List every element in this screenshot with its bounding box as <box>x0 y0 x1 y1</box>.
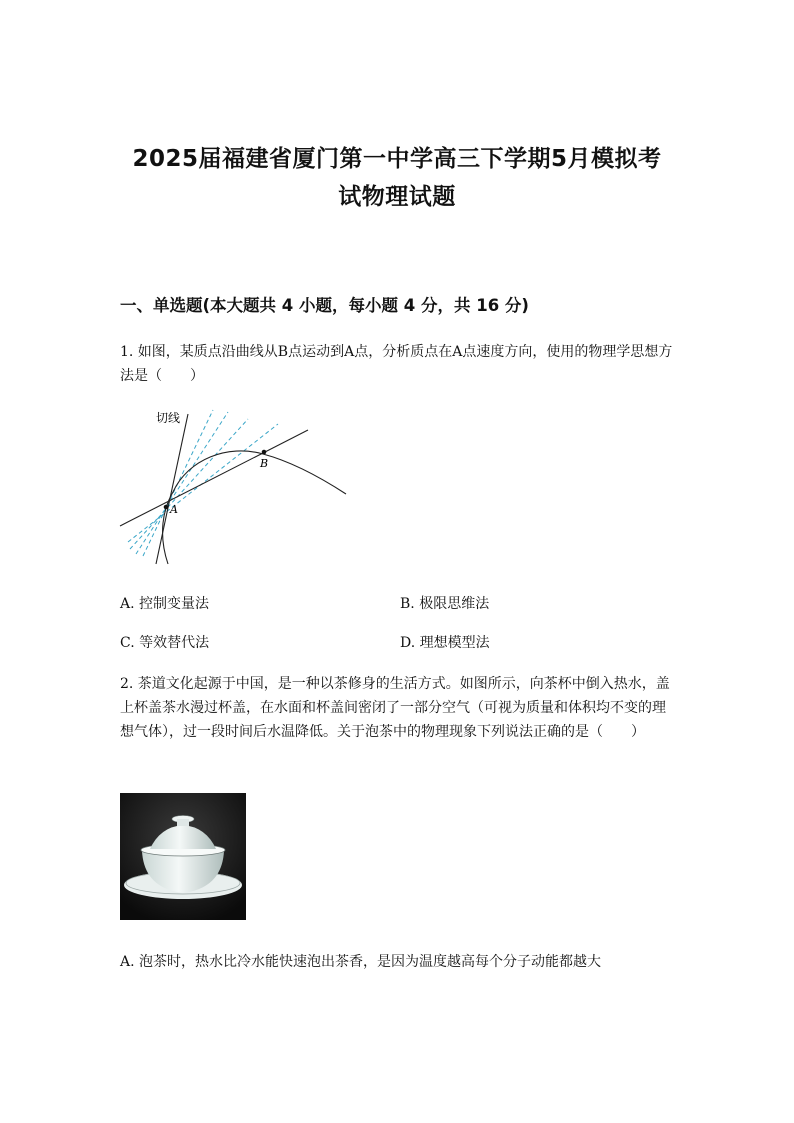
tangent-label: 切线 <box>156 411 181 425</box>
teacup-image <box>120 793 246 920</box>
teacup-photo <box>120 793 246 920</box>
q1-option-b: B. 极限思维法 <box>400 596 490 612</box>
page-title <box>60 140 734 216</box>
point-B <box>262 450 267 455</box>
tangent-line <box>156 414 188 564</box>
trajectory-curve <box>163 451 346 564</box>
section-heading: 一、单选题(本大题共 4 小题，每小题 4 分，共 16 分) <box>120 296 529 315</box>
q1-option-a: A. 控制变量法 <box>120 596 210 612</box>
point-A <box>164 505 169 510</box>
q2-option-a: A. 泡茶时，热水比冷水能快速泡出茶香，是因为温度越高每个分子动能都越大 <box>120 954 602 970</box>
title-line-1: 2025届福建省厦门第一中学高三下学期5月模拟考 <box>132 146 662 172</box>
question-1-figure <box>118 404 353 574</box>
label-A: A <box>170 503 178 516</box>
title-line-2: 试物理试题 <box>338 184 456 210</box>
label-B: B <box>260 457 269 470</box>
secant-line-AB <box>120 430 308 526</box>
question-1-text: 1. 如图，某质点沿曲线从B点运动到A点，分析质点在A点速度方向，使用的物理学思想方法是（ ） <box>120 344 673 384</box>
q1-option-c: C. 等效替代法 <box>120 635 210 651</box>
question-2-text: 2. 茶道文化起源于中国，是一种以茶修身的生活方式。如图所示，向茶杯中倒入热水，盖上杯盖茶水漫过杯盖，在水面和杯盖间密闭了一部分空气（可视为质量和体积均不变的理想气体），过一段时间后水温降低。关于泡茶中的物理现象下列说法正确的是（ ） <box>120 676 670 740</box>
q1-option-d: D. 理想模型法 <box>400 635 490 651</box>
